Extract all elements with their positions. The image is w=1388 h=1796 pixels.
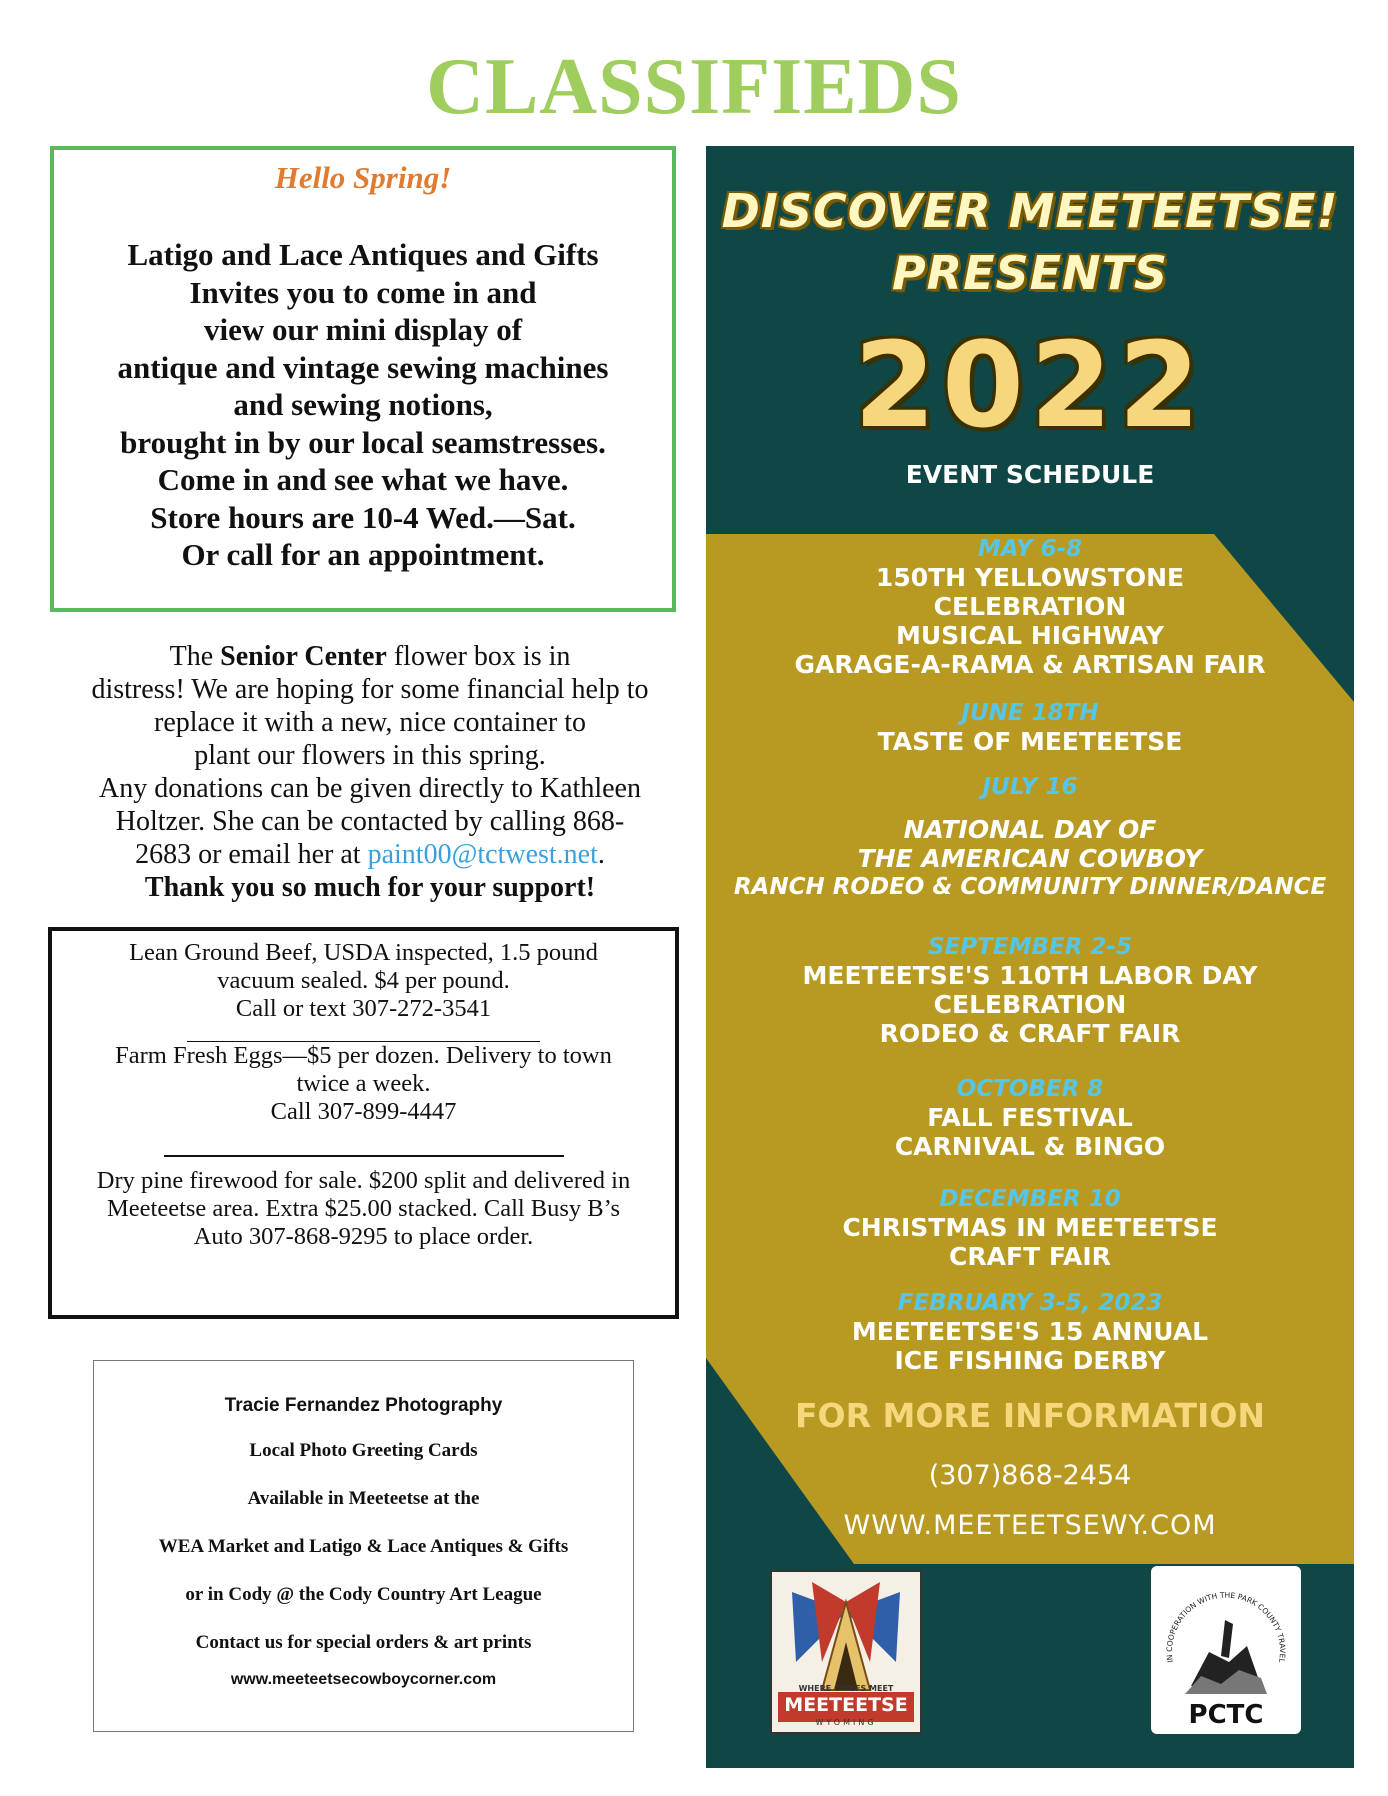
senior-center-name: Senior Center: [220, 641, 387, 672]
event-date: DECEMBER 10: [939, 1186, 1121, 1212]
event-desc: CRAFT FAIR: [949, 1242, 1111, 1271]
antiques-line: Store hours are 10-4 Wed.—Sat.: [150, 499, 576, 535]
senior-line: Any donations can be given directly to Kathleen: [99, 773, 641, 804]
event-desc: TASTE OF MEETEETSE: [877, 727, 1183, 756]
event-desc: MUSICAL HIGHWAY: [896, 621, 1164, 650]
beef-ad-line: Lean Ground Beef, USDA inspected, 1.5 pound: [129, 939, 598, 966]
photography-card: [93, 1360, 634, 1732]
event-desc: MEETEETSE'S 110TH LABOR DAY: [802, 961, 1258, 990]
photography-line: Local Photo Greeting Cards: [249, 1440, 478, 1461]
event-desc: CARNIVAL & BINGO: [894, 1132, 1166, 1161]
senior-intro-text: flower box is in: [386, 641, 571, 672]
divider: [164, 1126, 564, 1157]
event-desc: GARAGE-A-RAMA & ARTISAN FAIR: [794, 650, 1266, 679]
antiques-line: Latigo and Lace Antiques and Gifts: [127, 237, 599, 272]
senior-thanks: Thank you so much for your support!: [144, 872, 596, 903]
event-desc: ICE FISHING DERBY: [894, 1346, 1166, 1375]
senior-email-suffix: .: [597, 839, 605, 870]
eggs-ad-line: twice a week.: [296, 1070, 431, 1097]
firewood-ad-line: Auto 307-868-9295 to place order.: [193, 1223, 534, 1250]
poster-phone: (307)868-2454: [928, 1460, 1132, 1491]
eggs-ad-line: Call 307-899-4447: [270, 1098, 457, 1125]
meeteetse-logo: [770, 1570, 922, 1734]
senior-email-prefix: 2683 or email her at: [135, 839, 368, 870]
antiques-ad: [50, 146, 676, 612]
event-date: JULY 16: [982, 774, 1078, 800]
classified-box: [48, 927, 679, 1319]
senior-line: plant our flowers in this spring.: [194, 740, 546, 771]
photography-website[interactable]: www.meeteetsecowboycorner.com: [230, 1671, 497, 1688]
beef-ad-line: vacuum sealed. $4 per pound.: [217, 967, 510, 994]
event-date: JUNE 18TH: [961, 700, 1099, 726]
poster-website[interactable]: WWW.MEETEETSEWY.COM: [843, 1510, 1217, 1541]
pctc-text: PCTC: [1188, 1700, 1264, 1730]
firewood-ad-line: Meeteetse area. Extra $25.00 stacked. Call Busy B’s: [107, 1195, 620, 1222]
event-poster: [706, 146, 1354, 1768]
event-june: [706, 700, 1354, 756]
antiques-body: [54, 236, 672, 574]
photography-line: WEA Market and Latigo & Lace Antiques & Gifts: [158, 1536, 569, 1557]
logo-sub: WYOMING: [815, 1718, 877, 1727]
antiques-greeting: Hello Spring!: [274, 160, 452, 195]
senior-line: Holtzer. She can be contacted by calling 868-: [115, 806, 625, 837]
senior-line: replace it with a new, nice container to: [154, 707, 586, 738]
pctc-arc-textpath: IN COOPERATION WITH THE PARK COUNTY TRAVEL: [1164, 1590, 1288, 1664]
rider-silhouette: [1221, 1620, 1233, 1658]
more-info-heading: FOR MORE INFORMATION: [794, 1396, 1265, 1435]
email-link[interactable]: paint00@tctwest.net: [367, 839, 598, 870]
antiques-line: and sewing notions,: [233, 387, 493, 422]
divider: [187, 1023, 540, 1042]
event-desc: CELEBRATION: [933, 990, 1127, 1019]
event-december: [706, 1186, 1354, 1271]
event-july: [706, 774, 1354, 902]
event-date: MAY 6-8: [977, 536, 1083, 562]
event-desc: MEETEETSE'S 15 ANNUAL: [851, 1317, 1209, 1346]
poster-subtitle: EVENT SCHEDULE: [905, 460, 1155, 489]
event-october: [706, 1076, 1354, 1161]
senior-intro-text: The: [169, 641, 221, 672]
poster-headline-presents: PRESENTS: [891, 246, 1169, 300]
senior-center-notice: [50, 640, 690, 904]
event-desc: THE AMERICAN COWBOY: [857, 844, 1203, 873]
photography-line: Contact us for special orders & art prints: [195, 1632, 532, 1653]
pctc-logo: [1151, 1566, 1301, 1734]
event-date: FEBRUARY 3-5, 2023: [897, 1290, 1163, 1316]
antiques-line: antique and vintage sewing machines: [117, 349, 609, 385]
event-may: [706, 536, 1354, 679]
senior-email-line: [50, 838, 690, 871]
photography-line: Available in Meeteetse at the: [247, 1488, 480, 1509]
event-desc: FALL FESTIVAL: [927, 1103, 1133, 1132]
beef-ad-line: Call or text 307-272-3541: [235, 995, 492, 1022]
senior-intro: [50, 640, 690, 673]
antiques-line: brought in by our local seamstresses.: [120, 424, 606, 460]
event-desc: RODEO & CRAFT FAIR: [879, 1019, 1181, 1048]
event-desc: RANCH RODEO & COMMUNITY DINNER/DANCE: [733, 874, 1327, 900]
photography-title: Tracie Fernandez Photography: [224, 1395, 503, 1416]
poster-year: 2022: [853, 316, 1207, 454]
pctc-arc-text: [1151, 1566, 1287, 1664]
firewood-ad-line: Dry pine firewood for sale. $200 split and delivered in: [96, 1167, 631, 1194]
antiques-line: Invites you to come in and: [189, 274, 537, 310]
poster-headline: DISCOVER MEETEETSE!: [721, 184, 1339, 238]
event-february: [706, 1290, 1354, 1375]
event-date: OCTOBER 8: [956, 1076, 1104, 1102]
senior-line: distress! We are hoping for some financial help to: [91, 674, 649, 705]
photography-line: or in Cody @ the Cody Country Art League: [185, 1584, 542, 1605]
event-desc: 150TH YELLOWSTONE: [875, 563, 1185, 592]
eggs-ad-line: Farm Fresh Eggs—$5 per dozen. Delivery to town: [115, 1042, 612, 1069]
event-desc: CELEBRATION: [933, 592, 1127, 621]
event-date: SEPTEMBER 2-5: [928, 934, 1132, 960]
event-september: [706, 934, 1354, 1048]
antiques-line: Or call for an appointment.: [181, 537, 545, 572]
antiques-line: Come in and see what we have.: [157, 462, 569, 497]
logo-tagline: WHERE CHIEFS MEET: [798, 1684, 894, 1693]
page-title: CLASSIFIEDS: [426, 43, 962, 131]
logo-left-text: MEETEETSE: [784, 1694, 908, 1716]
antiques-line: view our mini display of: [203, 312, 523, 347]
event-desc: NATIONAL DAY OF: [903, 815, 1157, 844]
event-desc: CHRISTMAS IN MEETEETSE: [842, 1213, 1218, 1242]
